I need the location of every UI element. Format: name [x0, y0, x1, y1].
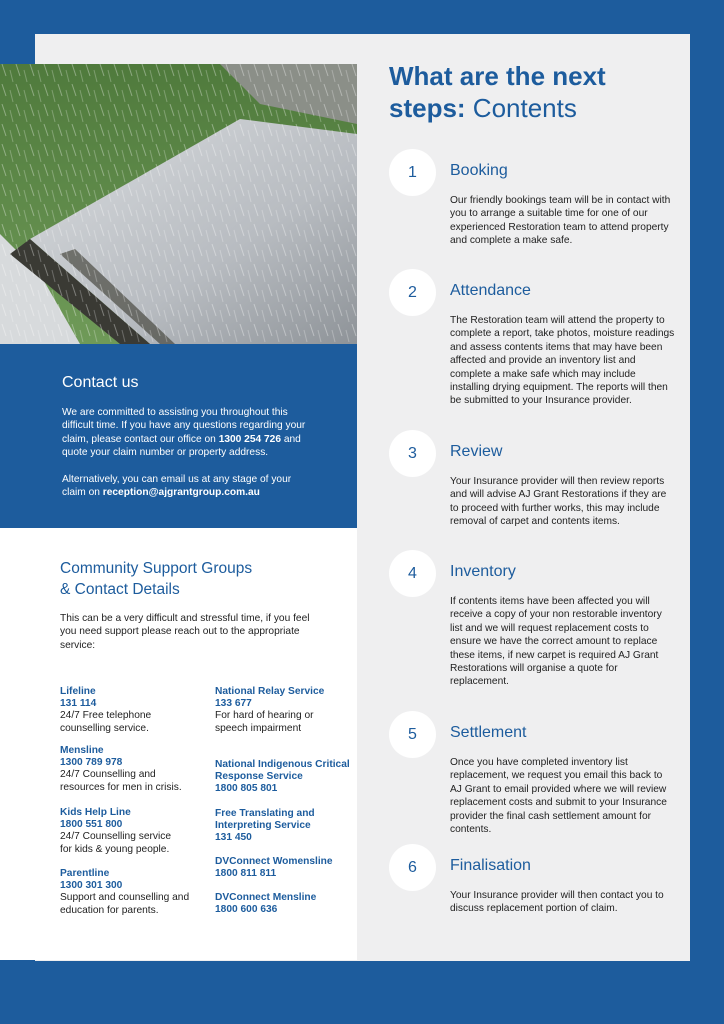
group-number[interactable]: 133 677	[215, 698, 252, 710]
contact-email[interactable]: reception@ajgrantgroup.com.au	[102, 487, 260, 499]
page-title	[389, 60, 689, 124]
hail-roof-photo	[0, 64, 357, 344]
group-name: National Indigenous Critical Response Service	[215, 759, 350, 783]
contact-phone[interactable]: 1300 254 726	[218, 433, 282, 445]
group-description: For hard of hearing or speech impairment	[215, 710, 314, 734]
group-name: Free Translating and Interpreting Service	[215, 808, 315, 832]
step-heading: Attendance	[450, 282, 531, 299]
group-name: Lifeline	[60, 686, 96, 697]
contact-us-panel	[0, 344, 357, 528]
contact-text-1: We are committed to assisting you throughout this difficult time. If you have any questions regarding your claim, please contact our office on	[62, 407, 306, 445]
support-group-national-relay	[215, 686, 335, 735]
step-text: The Restoration team will attend the property to complete a report, take photos, moisture readings and assess contents items that may have been affected and provide an inventory list and complete a make safe which may include installing drying equipment. The reports will then be submitted to your Insurance provider.	[450, 315, 675, 407]
community-heading-line-2: & Contact Details	[60, 581, 180, 598]
contact-paragraph-2	[62, 473, 317, 500]
step-number-circle: 2	[389, 269, 436, 316]
step-number-circle: 6	[389, 844, 436, 891]
group-number[interactable]: 1800 811 811	[215, 868, 277, 880]
group-number[interactable]: 1800 805 801	[215, 783, 278, 795]
step-number-circle: 5	[389, 711, 436, 758]
contact-paragraph-1	[62, 406, 317, 460]
group-number[interactable]: 131 450	[215, 832, 252, 844]
contact-text-3: Alternatively, you can email us at any stage of your claim on	[62, 473, 292, 499]
step-heading: Settlement	[450, 724, 527, 741]
group-number[interactable]: 1800 600 636	[215, 904, 278, 916]
support-group-dvconnect-mensline	[215, 892, 365, 916]
support-group-translating	[215, 808, 330, 845]
title-light: Contents	[465, 93, 577, 123]
contact-text-2: and quote your claim number or property address.	[62, 433, 301, 459]
group-description: 24/7 Free telephone counselling service.	[60, 710, 152, 734]
step-heading: Review	[450, 443, 503, 460]
step-heading: Booking	[450, 162, 508, 179]
group-number[interactable]: 131 114	[60, 698, 97, 710]
step-heading: Finalisation	[450, 857, 531, 874]
support-group-dvconnect-womensline	[215, 856, 365, 880]
group-name: National Relay Service	[215, 686, 325, 697]
group-name: DVConnect Mensline	[215, 892, 317, 903]
support-group-kids-help-line	[60, 807, 185, 856]
group-number[interactable]: 1300 789 978	[60, 757, 123, 769]
support-group-parentline	[60, 868, 210, 917]
group-number[interactable]: 1300 301 300	[60, 880, 123, 892]
support-group-lifeline	[60, 686, 180, 735]
hail-photo-image	[0, 64, 357, 344]
step-number-circle: 4	[389, 550, 436, 597]
contact-heading: Contact us	[62, 374, 139, 391]
step-text: Our friendly bookings team will be in contact with you to arrange a suitable time for one of our experienced Restoration team to attend property and complete a make safe.	[450, 195, 671, 247]
step-text: Your Insurance provider will then contact you to discuss replacement portion of claim.	[450, 890, 664, 915]
title-bold: What are the next steps:	[389, 61, 606, 123]
step-number-circle: 3	[389, 430, 436, 477]
group-description: 24/7 Counselling service for kids & young people.	[60, 831, 171, 855]
group-name: DVConnect Womensline	[215, 856, 333, 867]
step-heading: Inventory	[450, 563, 516, 580]
support-group-national-indigenous	[215, 759, 350, 796]
group-name: Parentline	[60, 868, 110, 879]
community-intro: This can be a very difficult and stressful time, if you feel you need support please reach out to the appropriate service:	[60, 613, 310, 651]
group-name: Kids Help Line	[60, 807, 131, 818]
step-text: If contents items have been affected you will receive a copy of your non restorable inventory list and we will request replacement costs to ensure we have the correct amount to replace these items, if new carpet is required AJ Grant Restorations will organise a quote for replacement.	[450, 596, 662, 688]
community-heading	[60, 558, 337, 600]
group-description: Support and counselling and education for parents.	[60, 892, 190, 916]
step-number-circle: 1	[389, 149, 436, 196]
step-text: Once you have completed inventory list replacement, we request you email this back to AJ Grant to email provided where we will review replacement costs and submit to your Insurance provider the final cash settlement amount for contents.	[450, 757, 667, 836]
community-heading-line-1: Community Support Groups	[60, 560, 253, 577]
group-number[interactable]: 1800 551 800	[60, 819, 123, 831]
step-text: Your Insurance provider will then review reports and will advise AJ Grant Restorations if they are to proceed with further works, this may include removal of carpet and contents items.	[450, 476, 667, 528]
group-description: 24/7 Counselling and resources for men in crisis.	[60, 769, 182, 793]
support-group-mensline	[60, 745, 190, 794]
group-name: Mensline	[60, 745, 104, 756]
